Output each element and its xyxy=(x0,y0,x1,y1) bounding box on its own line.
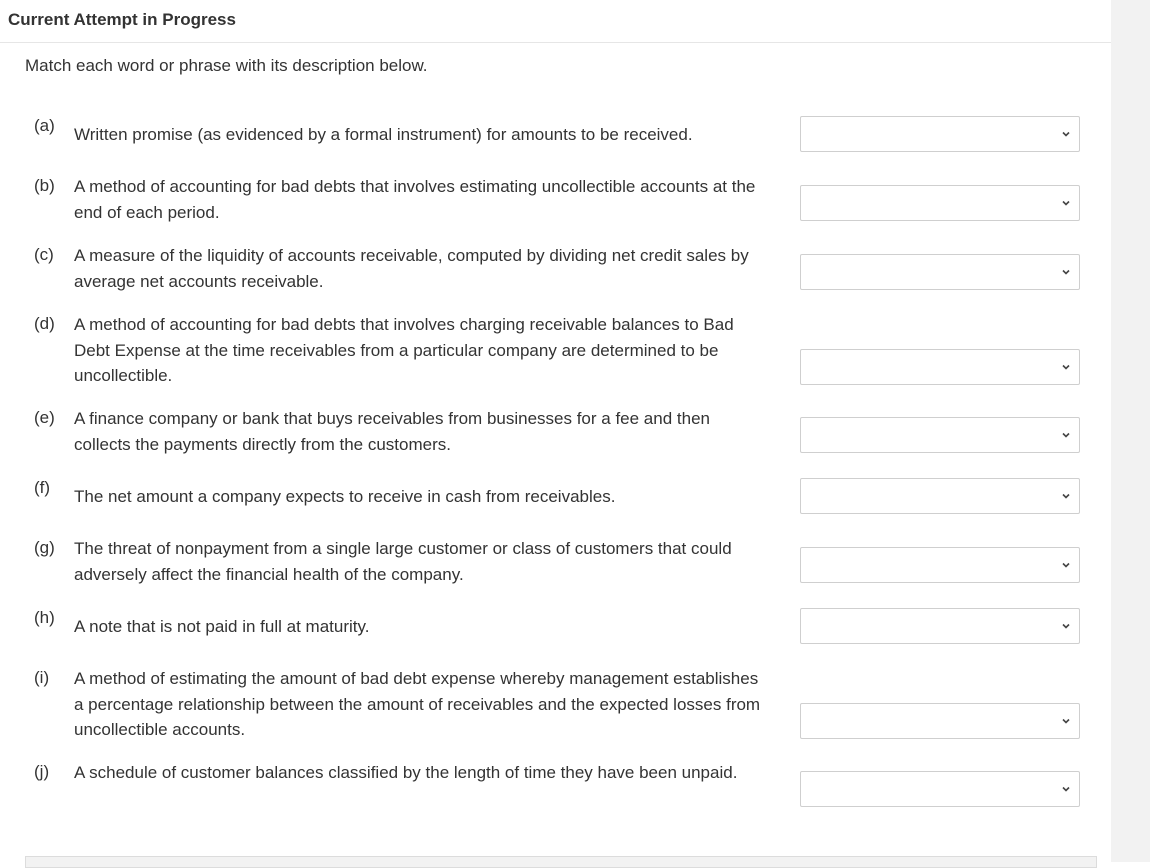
question-letter: (a) xyxy=(34,116,55,135)
question-letter: (h) xyxy=(34,608,55,627)
chevron-down-icon xyxy=(1061,784,1071,794)
question-text: A note that is not paid in full at maturity. xyxy=(74,617,370,636)
answer-dropdown[interactable] xyxy=(800,608,1080,644)
question-text: A method of accounting for bad debts that involves charging receivable balances to Bad Debt Expense at the time receivables from a particular company are determined to be uncollectible. xyxy=(74,315,734,385)
question-letter: (c) xyxy=(34,245,54,264)
question-letter: (d) xyxy=(34,314,55,333)
chevron-down-icon xyxy=(1061,621,1071,631)
question-letter: (i) xyxy=(34,668,50,687)
question-text: A method of accounting for bad debts that involves estimating uncollectible accounts at the end of each period. xyxy=(74,177,756,222)
question-letter: (g) xyxy=(34,538,55,557)
right-scroll-strip xyxy=(1111,0,1150,862)
chevron-down-icon xyxy=(1061,362,1071,372)
chevron-down-icon xyxy=(1061,129,1071,139)
question-text: The threat of nonpayment from a single large customer or class of customers that could adversely affect the financial health of the company. xyxy=(74,539,732,584)
question-text: A measure of the liquidity of accounts receivable, computed by dividing net credit sales by average net accounts receivable. xyxy=(74,246,749,291)
answer-dropdown[interactable] xyxy=(800,478,1080,514)
answer-dropdown[interactable] xyxy=(800,116,1080,152)
answer-dropdown[interactable] xyxy=(800,547,1080,583)
answer-dropdown[interactable] xyxy=(800,703,1080,739)
bottom-panel-edge xyxy=(25,856,1097,868)
question-text: Written promise (as evidenced by a formal instrument) for amounts to be received. xyxy=(74,125,693,144)
question-letter: (f) xyxy=(34,478,51,497)
question-letter: (b) xyxy=(34,176,55,195)
chevron-down-icon xyxy=(1061,491,1071,501)
question-letter: (j) xyxy=(34,762,50,781)
chevron-down-icon xyxy=(1061,560,1071,570)
question-text: A finance company or bank that buys receivables from businesses for a fee and then collects the payments directly from the customers. xyxy=(74,409,710,454)
answer-dropdown[interactable] xyxy=(800,349,1080,385)
chevron-down-icon xyxy=(1061,267,1071,277)
attempt-status-title: Current Attempt in Progress xyxy=(8,10,236,29)
question-text: A schedule of customer balances classified by the length of time they have been unpaid. xyxy=(74,763,738,782)
answer-dropdown[interactable] xyxy=(800,771,1080,807)
question-text: A method of estimating the amount of bad debt expense whereby management establishes a percentage relationship between the amount of receivables and the expected losses from uncollectible accounts. xyxy=(74,669,761,739)
answer-dropdown[interactable] xyxy=(800,185,1080,221)
answer-dropdown[interactable] xyxy=(800,417,1080,453)
question-letter: (e) xyxy=(34,408,55,427)
chevron-down-icon xyxy=(1061,716,1071,726)
answer-dropdown[interactable] xyxy=(800,254,1080,290)
question-text: The net amount a company expects to receive in cash from receivables. xyxy=(74,487,616,506)
chevron-down-icon xyxy=(1061,198,1071,208)
chevron-down-icon xyxy=(1061,430,1071,440)
instructions-text: Match each word or phrase with its description below. xyxy=(25,56,428,75)
attempt-header xyxy=(0,0,1111,43)
